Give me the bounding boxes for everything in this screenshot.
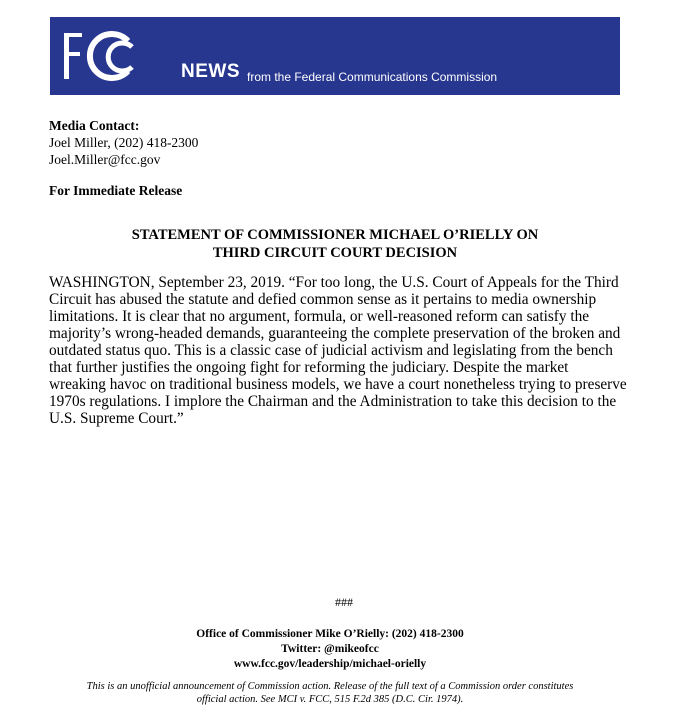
media-contact-label: Media Contact:: [49, 118, 140, 133]
disclaimer-line-1: This is an unofficial announcement of Commission action. Release of the full text of a Commission order constitutes: [86, 681, 574, 692]
news-tagline: from the Federal Communications Commission: [247, 70, 498, 84]
office-contact: [0, 627, 660, 672]
media-contact: [49, 117, 198, 168]
release-note: For Immediate Release: [49, 183, 183, 198]
office-phone: Office of Commissioner Mike O’Rielly: (202) 418-2300: [196, 628, 464, 640]
disclaimer-line-2: official action. See MCI v. FCC, 515 F.2d 385 (D.C. Cir. 1974).: [196, 694, 464, 705]
fcc-logo: [60, 25, 182, 87]
contact-email: Joel.Miller@fcc.gov: [49, 152, 161, 167]
news-title: NEWS: [181, 61, 240, 82]
contact-name-phone: Joel Miller, (202) 418-2300: [49, 135, 199, 150]
end-marks: ###: [335, 595, 353, 609]
statement-heading: [49, 226, 621, 262]
website-url: www.fcc.gov/leadership/michael-orielly: [233, 658, 427, 670]
fcc-news-banner: [50, 17, 620, 95]
twitter-handle: Twitter: @mikeofcc: [281, 643, 379, 655]
disclaimer: [30, 680, 630, 706]
heading-line-2: THIRD CIRCUIT COURT DECISION: [212, 245, 458, 261]
heading-line-1: STATEMENT OF COMMISSIONER MICHAEL O’RIELLY ON: [131, 227, 539, 243]
statement-body: WASHINGTON, September 23, 2019. “For too long, the U.S. Court of Appeals for the Third Circuit has abused the statute and defied common sense as it pertains to media ownership limitations. It is clear that no argument, formula, or well-reasoned reform can satisfy the majority’s wrong-headed demands, guaranteeing the complete preservation of the broken and outdated status quo. This is a classic case of judicial activism and legislating from the bench that further justifies the ongoing fight for reforming the judiciary. Despite the market wreaking havoc on traditional business models, we have a court nonetheless trying to preserve 1970s regulations. I implore the Chairman and the Administration to take this decision to the U.S. Supreme Court.”: [49, 274, 627, 427]
